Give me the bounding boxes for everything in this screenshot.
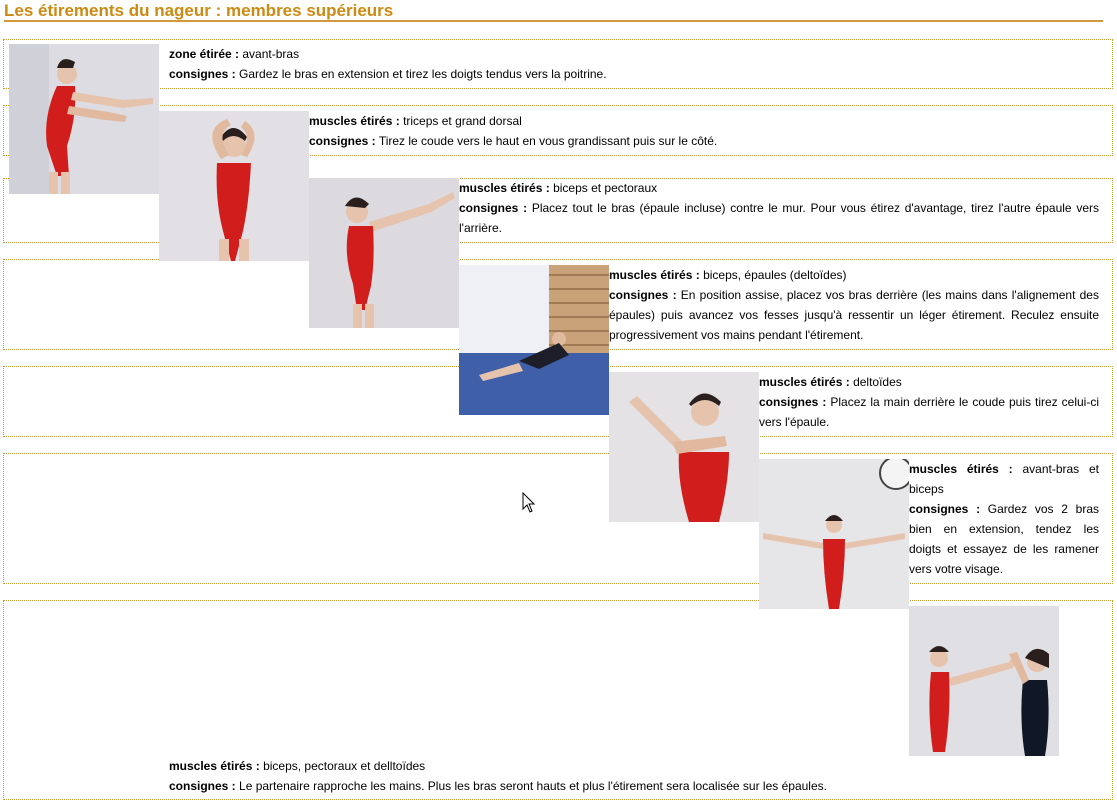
target-value: avant-bras [242,47,300,61]
muscles-label: muscles étirés : [309,114,400,128]
muscles-value: avant-bras et biceps [909,462,1099,496]
instructions-label: consignes : [909,502,981,516]
instructions-text: Gardez le bras en extension et tirez les doigts tendus vers la poitrine. [239,67,607,81]
photo-wall-pectoral-stretch [309,178,459,328]
muscles-value: biceps, pectoraux et delltoïdes [263,759,426,773]
instructions-text: Gardez vos 2 bras bien en extension, tendez les doigts et essayez de les ramener vers votre visage. [909,502,1099,576]
muscles-value: triceps et grand dorsal [403,114,522,128]
instructions-text: Le partenaire rapproche les mains. Plus les bras seront hauts et plus l'étirement sera localisée sur les épaules. [239,779,827,793]
muscles-label: muscles étirés : [759,375,850,389]
photo-triceps-stretch [159,111,309,261]
stretch-text-3 [459,178,1099,238]
instructions-text: Placez la main derrière le coude puis tirez celui-ci vers l'épaule. [759,395,1100,429]
instructions-label: consignes : [609,288,677,302]
muscles-value: biceps et pectoraux [553,181,658,195]
target-label: zone étirée : [169,47,240,61]
muscles-value: biceps, épaules (deltoïdes) [703,268,847,282]
mouse-cursor-icon [522,492,536,514]
stretch-text-2 [309,111,769,151]
photo-arms-extended-stretch [759,459,909,609]
instructions-label: consignes : [759,395,827,409]
instructions-label: consignes : [459,201,528,215]
instructions-label: consignes : [309,134,376,148]
instructions-text: Placez tout le bras (épaule incluse) contre le mur. Pour vous étirez d'avantage, tirez l'autre épaule vers l'arrière. [459,201,1099,235]
stretch-text-1 [169,44,629,84]
muscles-label: muscles étirés : [459,181,550,195]
muscles-label: muscles étirés : [909,462,1013,476]
photo-forearm-stretch [9,44,159,194]
instructions-label: consignes : [169,779,236,793]
photo-seated-stretch [459,265,609,415]
instructions-text: Tirez le coude vers le haut en vous grandissant puis sur le côté. [378,134,718,148]
muscles-value: deltoïdes [853,375,902,389]
stretch-text-4 [609,265,1099,345]
page-title: Les étirements du nageur : membres supérieurs [4,1,1103,22]
instructions-label: consignes : [169,67,236,81]
photo-partner-stretch [909,606,1059,756]
instructions-text: En position assise, placez vos bras derrière (les mains dans l'alignement des épaules) puis avancez vos fesses jusqu'à ressentir un léger étirement. Reculez ensuite progressivement vos mains pendant l'étirement. [609,288,1099,342]
stretch-text-6 [909,459,1099,579]
photo-deltoid-stretch [609,372,759,522]
muscles-label: muscles étirés : [169,759,260,773]
muscles-label: muscles étirés : [609,268,700,282]
stretch-text-7 [169,756,929,796]
stretch-text-5 [759,372,1099,432]
